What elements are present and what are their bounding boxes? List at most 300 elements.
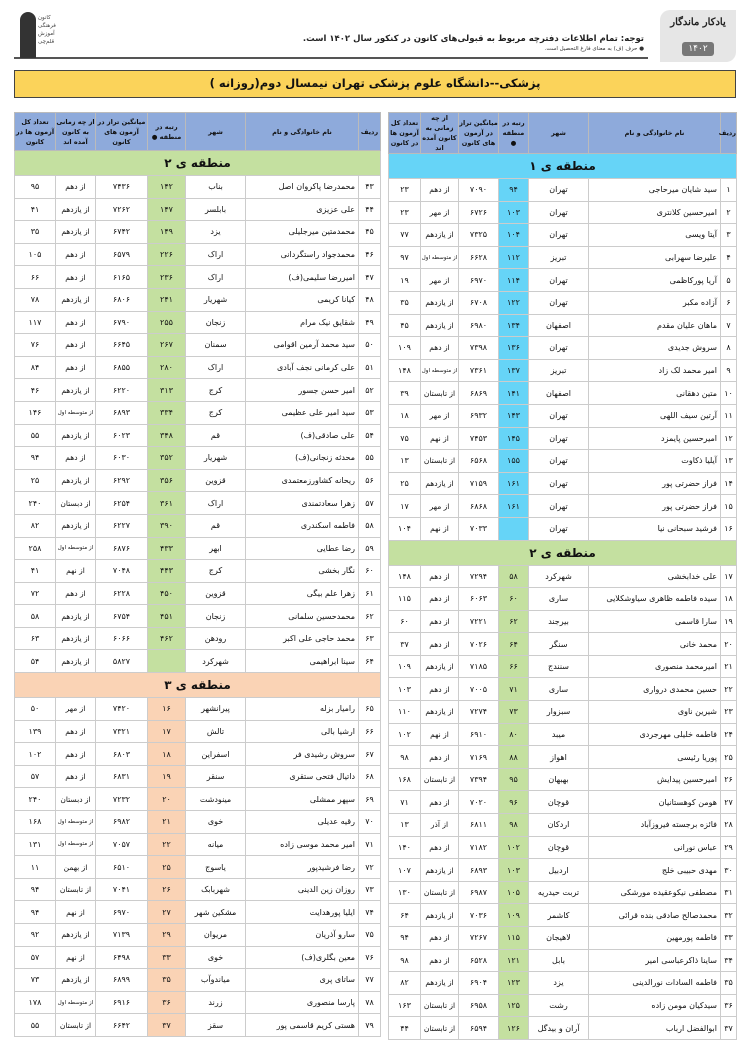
exam-count: ۸۴ bbox=[15, 356, 56, 379]
region-rank: ۲۹ bbox=[148, 924, 186, 947]
city: شهرکرد bbox=[186, 650, 246, 673]
column-header-average-score: میانگین تراز در آزمون های کانون bbox=[459, 113, 499, 154]
table-row bbox=[389, 927, 737, 950]
joined-since: از دهم bbox=[421, 836, 459, 859]
city: بابلسر bbox=[186, 198, 246, 221]
region-rank: ۴۳۳ bbox=[148, 537, 186, 560]
exam-count: ۴۴ bbox=[389, 1017, 421, 1040]
city: کرج bbox=[186, 401, 246, 424]
column-header-row-number: ردیف bbox=[721, 113, 737, 154]
joined-since: از دهم bbox=[421, 565, 459, 588]
table-row bbox=[15, 560, 381, 583]
average-score: ۷۴۲۰ bbox=[96, 698, 148, 721]
header-row bbox=[389, 113, 737, 154]
exam-count: ۹۷ bbox=[389, 246, 421, 269]
joined-since: از تابستان bbox=[421, 768, 459, 791]
row-number: ۱۴ bbox=[721, 472, 737, 495]
table-row bbox=[15, 311, 381, 334]
exam-count: ۷۱ bbox=[389, 791, 421, 814]
row-number: ۲۴ bbox=[721, 723, 737, 746]
joined-since: از تابستان bbox=[421, 382, 459, 405]
student-name: آرتین سیف اللهی bbox=[589, 404, 721, 427]
brand-year: ۱۴۰۲ bbox=[682, 42, 713, 56]
student-name: فرشید سبحانی نیا bbox=[589, 517, 721, 540]
average-score: ۷۳۲۱ bbox=[96, 720, 148, 743]
average-score: ۷۴۵۳ bbox=[459, 427, 499, 450]
average-score: ۷۱۸۲ bbox=[459, 836, 499, 859]
joined-since: از مهر bbox=[421, 495, 459, 518]
row-number: ۴۷ bbox=[359, 266, 381, 289]
joined-since: از یازدهم bbox=[56, 650, 96, 673]
city: تهران bbox=[529, 472, 589, 495]
student-name: سروش رشیدی فر bbox=[246, 743, 359, 766]
region-rank: ۱۱۲ bbox=[499, 246, 529, 269]
student-name: آزاده مکبر bbox=[589, 291, 721, 314]
table-row bbox=[389, 836, 737, 859]
column-header-average-score: میانگین تراز در آزمون های کانون bbox=[96, 113, 148, 151]
student-name: هومن کوهستانیان bbox=[589, 791, 721, 814]
student-name: سینا ابراهیمی bbox=[246, 650, 359, 673]
student-name: فراز حضرتی پور bbox=[589, 495, 721, 518]
joined-since: از تابستان bbox=[421, 1017, 459, 1040]
region-rank: ۳۴۸ bbox=[148, 424, 186, 447]
student-name: زهرا علم بیگی bbox=[246, 582, 359, 605]
table-row bbox=[15, 198, 381, 221]
exam-count: ۳۵ bbox=[15, 221, 56, 244]
city: بهبهان bbox=[529, 768, 589, 791]
table-row bbox=[15, 176, 381, 199]
brand-logo bbox=[660, 10, 736, 62]
average-score: ۷۱۸۵ bbox=[459, 655, 499, 678]
table-row bbox=[15, 221, 381, 244]
exam-count: ۵۷ bbox=[15, 765, 56, 788]
row-number: ۱۳ bbox=[721, 450, 737, 473]
joined-since: از یازدهم bbox=[56, 969, 96, 992]
student-name: ایلیا پورهدایت bbox=[246, 901, 359, 924]
average-score: ۶۵۱۰ bbox=[96, 856, 148, 879]
city: رودهن bbox=[186, 627, 246, 650]
exam-count: ۲۳ bbox=[389, 201, 421, 224]
student-name: سید امیر علی عظیمی bbox=[246, 401, 359, 424]
table-row bbox=[389, 565, 737, 588]
student-name: سارا قاسمی bbox=[589, 610, 721, 633]
column-header-row-number: ردیف bbox=[359, 113, 381, 151]
region-header bbox=[15, 673, 381, 698]
row-number: ۳ bbox=[721, 224, 737, 247]
header-row bbox=[15, 113, 381, 151]
row-number: ۷۷ bbox=[359, 969, 381, 992]
city: سنگر bbox=[529, 633, 589, 656]
student-name: علی خدابخشی bbox=[589, 565, 721, 588]
exam-count: ۱۳۹ bbox=[15, 720, 56, 743]
city: ابهر bbox=[186, 537, 246, 560]
joined-since: از دهم bbox=[421, 588, 459, 611]
logo-text bbox=[38, 14, 56, 46]
table-row bbox=[389, 904, 737, 927]
average-score: ۷۰۵۷ bbox=[96, 833, 148, 856]
results-table-right bbox=[388, 112, 737, 1040]
exam-count: ۴۵ bbox=[389, 314, 421, 337]
region-rank: ۲۵۵ bbox=[148, 311, 186, 334]
region-rank: ۶۴ bbox=[499, 633, 529, 656]
joined-since: از مهر bbox=[421, 201, 459, 224]
joined-since: از یازدهم bbox=[421, 904, 459, 927]
row-number: ۲۹ bbox=[721, 836, 737, 859]
region-rank: ۱۸ bbox=[148, 743, 186, 766]
table-row bbox=[389, 972, 737, 995]
student-name: امیرحسین پیدایش bbox=[589, 768, 721, 791]
exam-count: ۶۴ bbox=[389, 904, 421, 927]
table-row bbox=[389, 814, 737, 837]
table-row bbox=[389, 382, 737, 405]
table-row bbox=[15, 720, 381, 743]
joined-since: از دهم bbox=[56, 334, 96, 357]
average-score: ۷۰۲۰ bbox=[459, 791, 499, 814]
city: میبد bbox=[529, 723, 589, 746]
student-name: فاطمه پورمهین bbox=[589, 927, 721, 950]
region-rank: ۹۵ bbox=[499, 768, 529, 791]
average-score: ۷۰۳۶ bbox=[459, 904, 499, 927]
column-header-student-name: نام خانوادگی و نام bbox=[589, 113, 721, 154]
average-score: ۶۹۰۴ bbox=[459, 972, 499, 995]
region-rank: ۳۳ bbox=[148, 946, 186, 969]
average-score: ۶۵۲۸ bbox=[459, 949, 499, 972]
region-rank: ۳۷ bbox=[148, 1014, 186, 1037]
city: اصفهان bbox=[529, 314, 589, 337]
region-rank: ۱۰۵ bbox=[499, 881, 529, 904]
row-number: ۳۱ bbox=[721, 881, 737, 904]
joined-since: از دهم bbox=[56, 266, 96, 289]
city: شهرکرد bbox=[529, 565, 589, 588]
row-number: ۹ bbox=[721, 359, 737, 382]
average-score: ۶۷۴۲ bbox=[96, 221, 148, 244]
city: شهریار bbox=[186, 288, 246, 311]
region-rank: ۱۶۱ bbox=[499, 472, 529, 495]
average-score: ۷۰۰۵ bbox=[459, 678, 499, 701]
average-score: ۶۸۳۱ bbox=[96, 765, 148, 788]
exam-count: ۱۳۱ bbox=[15, 833, 56, 856]
table-row bbox=[15, 537, 381, 560]
table-row bbox=[389, 224, 737, 247]
average-score: ۶۰۶۳ bbox=[459, 588, 499, 611]
table-row bbox=[15, 811, 381, 834]
student-name: سید محمد آرمین اقوامی bbox=[246, 334, 359, 357]
joined-since: از دهم bbox=[56, 176, 96, 199]
city: مریوان bbox=[186, 924, 246, 947]
joined-since: از یازدهم bbox=[421, 972, 459, 995]
student-name: سید شایان میرحاجی bbox=[589, 179, 721, 202]
exam-count: ۱۱۷ bbox=[15, 311, 56, 334]
average-score: ۶۹۱۰ bbox=[459, 723, 499, 746]
row-number: ۳۵ bbox=[721, 972, 737, 995]
average-score: ۶۱۶۵ bbox=[96, 266, 148, 289]
table-row bbox=[389, 269, 737, 292]
table-row bbox=[389, 291, 737, 314]
student-name: پوریا رئیسی bbox=[589, 746, 721, 769]
row-number: ۵ bbox=[721, 269, 737, 292]
average-score: ۶۸۰۳ bbox=[96, 743, 148, 766]
row-number: ۱۷ bbox=[721, 565, 737, 588]
average-score: ۶۲۲۸ bbox=[96, 582, 148, 605]
exam-count: ۹۲ bbox=[15, 924, 56, 947]
exam-count: ۱۴۶ bbox=[15, 401, 56, 424]
row-number: ۳۴ bbox=[721, 949, 737, 972]
average-score: ۷۲۷۴ bbox=[459, 701, 499, 724]
exam-count: ۱۰۴ bbox=[389, 517, 421, 540]
row-number: ۷ bbox=[721, 314, 737, 337]
notice-text: توجه: تمام اطلاعات دفترچه مربوط به قبولی‌های کانون در کنکور سال ۱۴۰۲ است. bbox=[302, 34, 644, 44]
column-header-region-rank: رتبه در منطقه ● bbox=[148, 113, 186, 151]
region-rank: ۷۱ bbox=[499, 678, 529, 701]
region-label: منطقه ی ۲ bbox=[15, 151, 381, 176]
city: شهریار bbox=[186, 447, 246, 470]
column-header-student-name: نام خانوادگی و نام bbox=[246, 113, 359, 151]
row-number: ۵۵ bbox=[359, 447, 381, 470]
region-rank: ۱۳۴ bbox=[499, 314, 529, 337]
city: میانه bbox=[186, 833, 246, 856]
joined-since: از یازدهم bbox=[56, 379, 96, 402]
region-rank: ۹۶ bbox=[499, 791, 529, 814]
table-row bbox=[389, 472, 737, 495]
table-row bbox=[389, 450, 737, 473]
student-name: ارشیا بالی bbox=[246, 720, 359, 743]
region-rank: ۱۱۴ bbox=[499, 269, 529, 292]
student-name: فائزه برجسته فیروزآباد bbox=[589, 814, 721, 837]
region-header bbox=[15, 151, 381, 176]
row-number: ۷۸ bbox=[359, 991, 381, 1014]
row-number: ۳۰ bbox=[721, 859, 737, 882]
column-header-joined-since: از چه زمانی به کانون آمده اند bbox=[56, 113, 96, 151]
city: تهران bbox=[529, 495, 589, 518]
joined-since: از تابستان bbox=[421, 994, 459, 1017]
row-number: ۶۶ bbox=[359, 720, 381, 743]
student-name: آیتا ویسی bbox=[589, 224, 721, 247]
joined-since: از یازدهم bbox=[56, 221, 96, 244]
student-name: محمدرضا پاکروان اصل bbox=[246, 176, 359, 199]
table-row bbox=[389, 881, 737, 904]
row-number: ۱۵ bbox=[721, 495, 737, 518]
joined-since: از دهم bbox=[421, 791, 459, 814]
region-rank: ۱۴۹ bbox=[148, 221, 186, 244]
student-name: عباس نورانی bbox=[589, 836, 721, 859]
exam-count: ۸۲ bbox=[389, 972, 421, 995]
average-score: ۶۲۲۷ bbox=[96, 514, 148, 537]
region-rank: ۲۰ bbox=[148, 788, 186, 811]
city: قزوین bbox=[186, 582, 246, 605]
table-row bbox=[15, 698, 381, 721]
exam-count: ۵۵ bbox=[15, 1014, 56, 1037]
average-score: ۶۶۲۸ bbox=[459, 246, 499, 269]
joined-since: از دهم bbox=[56, 243, 96, 266]
table-row bbox=[15, 878, 381, 901]
average-score: ۶۲۲۰ bbox=[96, 379, 148, 402]
exam-count: ۱۰۳ bbox=[389, 678, 421, 701]
table-row bbox=[389, 495, 737, 518]
city: تهران bbox=[529, 201, 589, 224]
exam-count: ۹۵ bbox=[15, 176, 56, 199]
region-rank: ۷۳ bbox=[499, 701, 529, 724]
table-row bbox=[15, 424, 381, 447]
exam-count: ۴۱ bbox=[15, 560, 56, 583]
region-rank: ۲۳۶ bbox=[148, 266, 186, 289]
student-name: ساینا ذاکرعباسی امیر bbox=[589, 949, 721, 972]
student-name: امیرمحمد منصوری bbox=[589, 655, 721, 678]
joined-since: از متوسطه اول bbox=[421, 246, 459, 269]
row-number: ۶۵ bbox=[359, 698, 381, 721]
student-name: امیر حسن جسور bbox=[246, 379, 359, 402]
average-score: ۶۹۷۰ bbox=[96, 901, 148, 924]
joined-since: از مهر bbox=[421, 269, 459, 292]
city: یاسوج bbox=[186, 856, 246, 879]
joined-since: از دهم bbox=[56, 311, 96, 334]
city: کاشمر bbox=[529, 904, 589, 927]
average-score: ۷۳۹۴ bbox=[459, 768, 499, 791]
row-number: ۶ bbox=[721, 291, 737, 314]
exam-count: ۱۴۰ bbox=[389, 836, 421, 859]
column-header-region-rank: رتبه در منطقه ● bbox=[499, 113, 529, 154]
city: مینودشت bbox=[186, 788, 246, 811]
table-row bbox=[15, 1014, 381, 1037]
exam-count: ۱۶۳ bbox=[389, 994, 421, 1017]
average-score: ۶۸۵۵ bbox=[96, 356, 148, 379]
student-name: رضا فرشیدپور bbox=[246, 856, 359, 879]
table-row bbox=[389, 588, 737, 611]
table-row bbox=[15, 492, 381, 515]
exam-count: ۹۴ bbox=[15, 901, 56, 924]
city: بیرجند bbox=[529, 610, 589, 633]
exam-count: ۱۰۹ bbox=[389, 337, 421, 360]
table-row bbox=[15, 288, 381, 311]
row-number: ۴۳ bbox=[359, 176, 381, 199]
column-header-exam-count: تعداد کل آزمون ها در کانون bbox=[15, 113, 56, 151]
average-score: ۶۰۲۳ bbox=[96, 424, 148, 447]
student-name: علی صادقی(ف) bbox=[246, 424, 359, 447]
student-name: هستی کریم قاسمی پور bbox=[246, 1014, 359, 1037]
city: تهران bbox=[529, 517, 589, 540]
average-score: ۷۳۶۱ bbox=[459, 359, 499, 382]
average-score: ۶۵۹۴ bbox=[459, 1017, 499, 1040]
joined-since: از یازدهم bbox=[421, 314, 459, 337]
student-name: حسین محمدی درواری bbox=[589, 678, 721, 701]
row-number: ۲۱ bbox=[721, 655, 737, 678]
average-score: ۶۰۳۰ bbox=[96, 447, 148, 470]
joined-since: از دهم bbox=[421, 633, 459, 656]
average-score: ۶۹۵۸ bbox=[459, 994, 499, 1017]
row-number: ۶۹ bbox=[359, 788, 381, 811]
table-row bbox=[389, 337, 737, 360]
region-rank: ۲۷ bbox=[148, 901, 186, 924]
city: تهران bbox=[529, 450, 589, 473]
joined-since: از دهم bbox=[56, 447, 96, 470]
region-rank: ۴۵۰ bbox=[148, 582, 186, 605]
region-rank: ۱۴۷ bbox=[148, 198, 186, 221]
student-name: محمدحسین سلمانی bbox=[246, 605, 359, 628]
average-score: ۷۱۵۹ bbox=[459, 472, 499, 495]
row-number: ۷۲ bbox=[359, 856, 381, 879]
joined-since: از دهم bbox=[421, 337, 459, 360]
exam-count: ۹۴ bbox=[15, 878, 56, 901]
exam-count: ۱۹ bbox=[389, 269, 421, 292]
region-rank: ۱۰۳ bbox=[499, 859, 529, 882]
joined-since: از متوسطه اول bbox=[56, 537, 96, 560]
exam-count: ۳۵ bbox=[389, 291, 421, 314]
average-score: ۵۸۲۷ bbox=[96, 650, 148, 673]
city: ساری bbox=[529, 588, 589, 611]
exam-count: ۱۰۲ bbox=[389, 723, 421, 746]
city: زرند bbox=[186, 991, 246, 1014]
student-name: سروش جدیدی bbox=[589, 337, 721, 360]
region-rank: ۴۴۳ bbox=[148, 560, 186, 583]
row-number: ۷۱ bbox=[359, 833, 381, 856]
row-number: ۷۰ bbox=[359, 811, 381, 834]
row-number: ۶۱ bbox=[359, 582, 381, 605]
exam-count: ۷۳ bbox=[15, 969, 56, 992]
row-number: ۶۴ bbox=[359, 650, 381, 673]
joined-since: از دهم bbox=[421, 179, 459, 202]
table-row bbox=[15, 582, 381, 605]
city: تبریز bbox=[529, 359, 589, 382]
city: شهربابک bbox=[186, 878, 246, 901]
exam-count: ۷۷ bbox=[389, 224, 421, 247]
row-number: ۵۹ bbox=[359, 537, 381, 560]
average-score: ۶۸۷۶ bbox=[96, 537, 148, 560]
student-name: امیرحسین کلانتری bbox=[589, 201, 721, 224]
table-row bbox=[15, 514, 381, 537]
exam-count: ۱۰۷ bbox=[389, 859, 421, 882]
row-number: ۴ bbox=[721, 246, 737, 269]
kanoon-logo bbox=[20, 8, 58, 58]
joined-since: از نهم bbox=[56, 560, 96, 583]
region-rank: ۳۱۳ bbox=[148, 379, 186, 402]
joined-since: از نهم bbox=[56, 946, 96, 969]
row-number: ۲۲ bbox=[721, 678, 737, 701]
average-score: ۷۳۲۵ bbox=[459, 224, 499, 247]
region-header bbox=[389, 154, 737, 179]
average-score: ۷۴۳۶ bbox=[96, 176, 148, 199]
city: تهران bbox=[529, 179, 589, 202]
average-score: ۷۰۴۸ bbox=[96, 560, 148, 583]
joined-since: از مهر bbox=[421, 404, 459, 427]
joined-since: از دهم bbox=[56, 582, 96, 605]
student-name: محمدمتین میرجلیلی bbox=[246, 221, 359, 244]
average-score: ۶۲۵۴ bbox=[96, 492, 148, 515]
region-rank: ۱۰۳ bbox=[499, 201, 529, 224]
table-row bbox=[389, 246, 737, 269]
student-name: سارو آذریان bbox=[246, 924, 359, 947]
student-name: کیانا کریمی bbox=[246, 288, 359, 311]
city: قزوین bbox=[186, 469, 246, 492]
region-rank: ۳۵ bbox=[148, 969, 186, 992]
row-number: ۵۸ bbox=[359, 514, 381, 537]
city: اراک bbox=[186, 492, 246, 515]
row-number: ۲۶ bbox=[721, 768, 737, 791]
exam-count: ۵۵ bbox=[15, 424, 56, 447]
graduate-figure-icon bbox=[20, 12, 36, 58]
student-name: روزان زین الدینی bbox=[246, 878, 359, 901]
header-divider bbox=[14, 57, 648, 59]
region-rank: ۱۳۷ bbox=[499, 359, 529, 382]
table-row bbox=[15, 856, 381, 879]
joined-since: از دهم bbox=[56, 720, 96, 743]
table-row bbox=[389, 610, 737, 633]
student-name: متین دهقانی bbox=[589, 382, 721, 405]
region-rank: ۴۶۲ bbox=[148, 627, 186, 650]
region-rank: ۹۸ bbox=[499, 814, 529, 837]
student-name: رقیه عدیلی bbox=[246, 811, 359, 834]
joined-since: از دبستان bbox=[56, 492, 96, 515]
student-name: آیلیا ذکاوت bbox=[589, 450, 721, 473]
region-rank: ۲۱ bbox=[148, 811, 186, 834]
